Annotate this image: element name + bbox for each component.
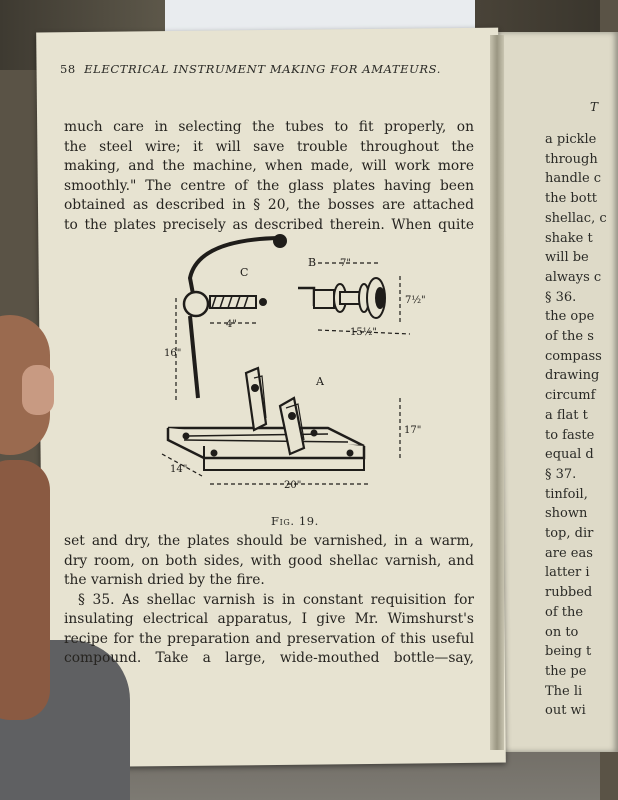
boss-c: [184, 292, 208, 316]
dim-20: 20": [284, 480, 302, 491]
dim-7-5: 7½": [405, 295, 426, 306]
text-line: the steel wire; it will save trouble throughout the: [64, 138, 474, 155]
right-page-line: are eas: [545, 545, 593, 561]
running-head-title: ELECTRICAL INSTRUMENT MAKING FOR AMATEURS.: [84, 62, 442, 76]
right-page-line: being t: [545, 644, 592, 660]
right-page-line: handle c: [545, 171, 602, 187]
right-page-text: [545, 130, 615, 721]
text-line: smoothly." The centre of the glass plates having been: [64, 177, 474, 194]
right-page-line: rubbed: [545, 585, 593, 601]
dim-7: 7": [340, 258, 351, 269]
dim-17: 17": [404, 425, 422, 436]
right-page-line: § 37.: [545, 466, 577, 482]
comb: [210, 296, 256, 308]
right-page-line: shake t: [545, 230, 593, 246]
figure-19-illustration: [118, 228, 458, 518]
text-line: making, and the machine, when made, will work more: [64, 158, 474, 174]
right-page-line: drawing: [545, 368, 600, 384]
right-page-line: the ope: [545, 309, 595, 325]
right-page-line: on to: [545, 624, 579, 640]
right-page-line: a flat t: [545, 407, 588, 423]
label-b: B: [308, 256, 317, 269]
right-page-line: circumf: [545, 388, 596, 404]
label-c: C: [240, 266, 249, 279]
text-line: obtained as described in § 20, the bosses are attached: [64, 197, 474, 213]
dim-4: 4": [226, 319, 237, 330]
text-line: set and dry, the plates should be varnished, in a warm,: [64, 533, 474, 549]
right-page-head: T: [590, 100, 599, 114]
right-page-line: tinfoil,: [545, 486, 588, 502]
right-page-line: of the s: [545, 329, 594, 345]
label-a: A: [316, 375, 324, 388]
text-line: compound. Take a large, wide-mouthed bottle—say,: [64, 650, 474, 666]
thumbnail: [22, 365, 54, 415]
text-line: to the plates precisely as described therein. When quite: [64, 216, 474, 233]
upright-rod: [190, 316, 198, 398]
right-page-line: top, dir: [545, 526, 594, 542]
rod-ball: [274, 235, 286, 247]
right-page-line: to faste: [545, 427, 595, 443]
text-line: recipe for the preparation and preservation of this useful: [64, 630, 474, 647]
right-page-line: the bott: [545, 191, 598, 207]
right-page-line: § 36.: [545, 289, 577, 305]
dim-16: 16": [164, 348, 182, 359]
right-page-line: The li: [545, 683, 583, 699]
right-page-line: a pickle: [545, 132, 597, 147]
hand-fingers: [0, 460, 50, 720]
right-page-line: out wi: [545, 703, 586, 719]
right-page-line: will be: [545, 250, 589, 266]
right-page-line: the pe: [545, 663, 587, 679]
right-page-line: always c: [545, 269, 602, 285]
right-page-line: of the: [545, 604, 584, 620]
dim-14: 14": [170, 464, 188, 475]
right-page-line: shellac, c: [545, 210, 607, 226]
figure-caption: Fig. 19.: [271, 514, 319, 528]
page-number: 58: [60, 62, 76, 76]
paragraph-top: [64, 118, 474, 235]
text-line: § 35. As shellac varnish is in constant requisition for: [78, 591, 474, 608]
right-page-line: through: [545, 151, 598, 167]
paragraph-bottom: [64, 532, 474, 669]
text-line: the varnish dried by the fire.: [64, 572, 265, 588]
right-page-line: compass: [545, 348, 602, 364]
right-page-line: latter i: [545, 565, 590, 581]
running-head: [60, 62, 460, 76]
crank: [298, 288, 314, 306]
right-page-line: equal d: [545, 447, 594, 463]
right-page-line: shown: [545, 506, 588, 522]
dim-15-5: 15½": [350, 327, 378, 338]
book-gutter: [490, 35, 504, 750]
text-line: insulating electrical apparatus, I give Mr. Wimshurst's: [64, 611, 474, 627]
text-line: much care in selecting the tubes to fit properly, on: [64, 119, 474, 135]
text-line: dry room, on both sides, with good shellac varnish, and: [64, 552, 474, 569]
